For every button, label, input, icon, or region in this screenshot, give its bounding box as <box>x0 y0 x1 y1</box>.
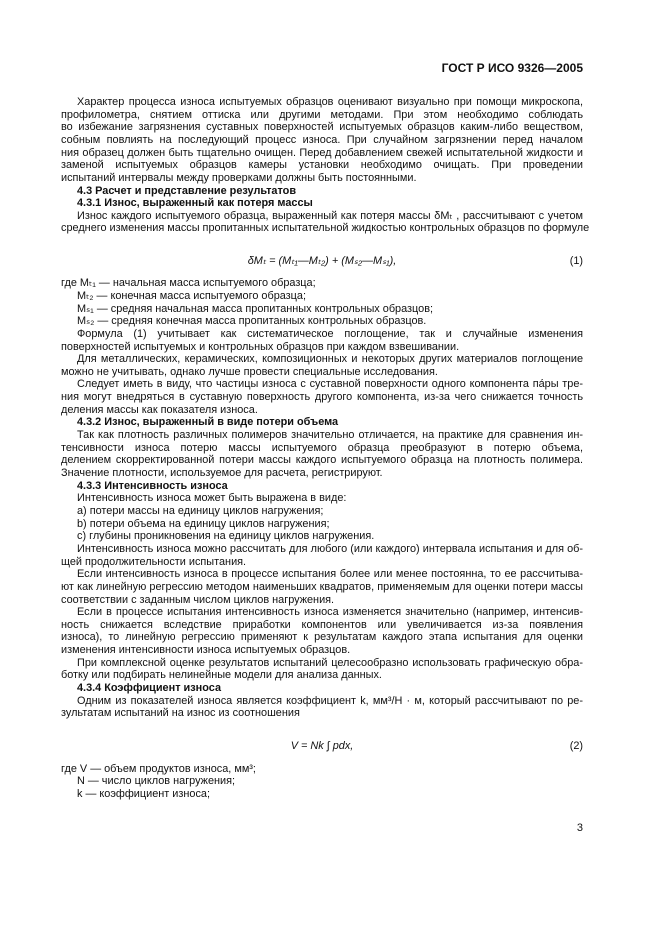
text-line: Значение плотности, используемое для расчета, регистрируют. <box>61 466 383 479</box>
text-line: c) глубины проникновения на единицу циклов нагружения. <box>77 530 375 543</box>
section-heading: 4.3.3 Интенсивность износа <box>77 479 228 492</box>
text-line: a) потери массы на единицу циклов нагружения; <box>77 504 324 517</box>
text-line: Интенсивность износа может быть выражена в виде: <box>77 492 347 505</box>
paragraph <box>61 378 583 416</box>
definition-item: N — число циклов нагружения; <box>77 775 236 788</box>
text-line: изменения интенсивности износа испытуемых образцов. <box>61 644 351 657</box>
text-line: профилометра, снятием оттиска или другими методами. При этом необходимо соблюдать <box>61 108 583 121</box>
paragraph <box>61 543 583 568</box>
paragraph <box>61 328 583 353</box>
equation-formula: δMₜ = (Mₜ₁—Mₜ₂) + (Mₛ₂—Mₛ₁), <box>247 255 397 268</box>
paragraph <box>61 695 583 720</box>
text-line: ния могут внедряться в суставную поверхность другого компонента, из-за чего снижается точность <box>61 391 583 404</box>
document-header: ГОСТ Р ИСО 9326—2005 <box>441 61 583 75</box>
text-line: во избежание загрязнения суставных поверхностей испытуемых образцов каким-либо веществом, <box>61 121 583 134</box>
page-number: 3 <box>576 822 583 834</box>
paragraph <box>61 530 583 543</box>
equation-formula: V = Nk ∫ pdx, <box>290 739 354 752</box>
text-line: Если в процессе испытания интенсивность износа изменяется значительно (например, интенсив- <box>77 606 583 619</box>
text-line: Одним из показателей износа является коэффициент k, мм³/Н · м, который рассчитывают по ре- <box>77 694 583 707</box>
text-line: Интенсивность износа можно рассчитать для любого (или каждого) интервала испытания и для об- <box>77 542 583 555</box>
text-line: тенсивности износа потерю массы испытуемого образца преобразуют в потерю объема, <box>61 441 583 454</box>
text-line: ность снижается вследствие приработки компонентов или увеличивается из-за появления <box>61 618 583 631</box>
text-line: Следует иметь в виду, что частицы износа с суставной поверхности одного компонента па́ры тре- <box>77 378 583 391</box>
paragraph <box>61 505 583 518</box>
text-line: заменой испытуемых образцов камеры установки необходимо очищать. При проведении <box>61 159 583 172</box>
paragraph <box>61 518 583 531</box>
text-line: делением скорректированной потери массы каждого испытуемого образца на плотность полимера. <box>61 454 583 467</box>
text-line: поверхностей испытуемых и контрольных образцов при каждом взвешивании. <box>61 340 460 353</box>
section-heading: 4.3.1 Износ, выраженный как потеря массы <box>77 197 313 210</box>
text-line: деления массы как показателя износа. <box>61 403 258 416</box>
text-line: Износ каждого испытуемого образца, выраженный как потеря массы δMₜ , рассчитывают с учетом <box>77 209 583 222</box>
definition-item: Mₜ₂ — конечная масса испытуемого образца; <box>77 289 306 302</box>
paragraph <box>61 429 583 480</box>
text-line: При комплексной оценке результатов испытаний целесообразно использовать графическую обра- <box>77 656 583 669</box>
text-line: испытаний интервалы между проверками должны быть постоянными. <box>61 171 417 184</box>
text-line: ния образец должен быть тщательно очищен. Перед добавлением свежей испытательной жидкости и <box>61 146 583 159</box>
paragraph <box>61 606 583 657</box>
equation <box>61 255 583 268</box>
text-line: соответствии с заданным числом циклов нагружения. <box>61 593 335 606</box>
section-heading: 4.3.2 Износ, выраженный в виде потери объема <box>77 416 339 429</box>
text-line: ботку или подбирать нелинейные модели для анализа данных. <box>61 669 382 682</box>
paragraph <box>61 492 583 505</box>
definition-item: где V — объем продуктов износа, мм³; <box>61 762 256 775</box>
equation-number: (2) <box>569 739 583 752</box>
text-line: Если интенсивность износа в процессе испытания более или менее постоянна, то ее рассчитыва- <box>77 568 583 581</box>
text-line: среднего изменения массы пропитанных испытательной жидкостью контрольных образцов по формуле <box>61 222 590 235</box>
definition-item: Mₛ₁ — средняя начальная масса пропитанных контрольных образцов; <box>77 302 434 315</box>
equation-number: (1) <box>569 255 583 268</box>
paragraph <box>61 353 583 378</box>
section-heading: 4.3 Расчет и представление результатов <box>77 184 297 197</box>
text-line: Так как плотность различных полимеров значительно отличается, на практике для сравнения ин- <box>77 429 583 442</box>
paragraph <box>61 568 583 606</box>
text-line: зультатам испытаний на износ из соотношения <box>61 707 300 720</box>
paragraph <box>61 657 583 682</box>
text-line: щей продолжительности испытания. <box>61 555 247 568</box>
definition-item: k — коэффициент износа; <box>77 787 210 800</box>
paragraph <box>61 96 583 185</box>
text-line: можно не учитывать, однако лучше провести специальные исследования. <box>61 365 438 378</box>
text-line: Формула (1) учитывает как систематическое поглощение, так и случайные изменения <box>77 327 583 340</box>
text-line: износа), то линейную регрессию применяют к результатам каждого этапа испытания для оценки <box>61 631 583 644</box>
definition-item: где Mₜ₁ — начальная масса испытуемого образца; <box>61 277 316 290</box>
definition-item: Mₛ₂ — средняя конечная масса пропитанных контрольных образцов. <box>77 315 427 328</box>
text-line: Характер процесса износа испытуемых образцов оценивают визуально при помощи микроскопа, <box>77 96 583 108</box>
paragraph <box>61 209 590 235</box>
text-line: ют как линейную регрессию методом наименьших квадратов, применяемым для оценки потери массы <box>61 580 583 593</box>
text-line: собным повлиять на последующий процесс износа. При случайном загрязнении перед началом <box>61 133 583 146</box>
document-body <box>61 96 590 801</box>
text-line: Для металлических, керамических, композиционных и некоторых других материалов поглощение <box>77 353 583 366</box>
text-line: b) потери объема на единицу циклов нагружения; <box>77 517 330 530</box>
section-heading: 4.3.4 Коэффициент износа <box>77 682 221 695</box>
equation <box>61 740 583 753</box>
